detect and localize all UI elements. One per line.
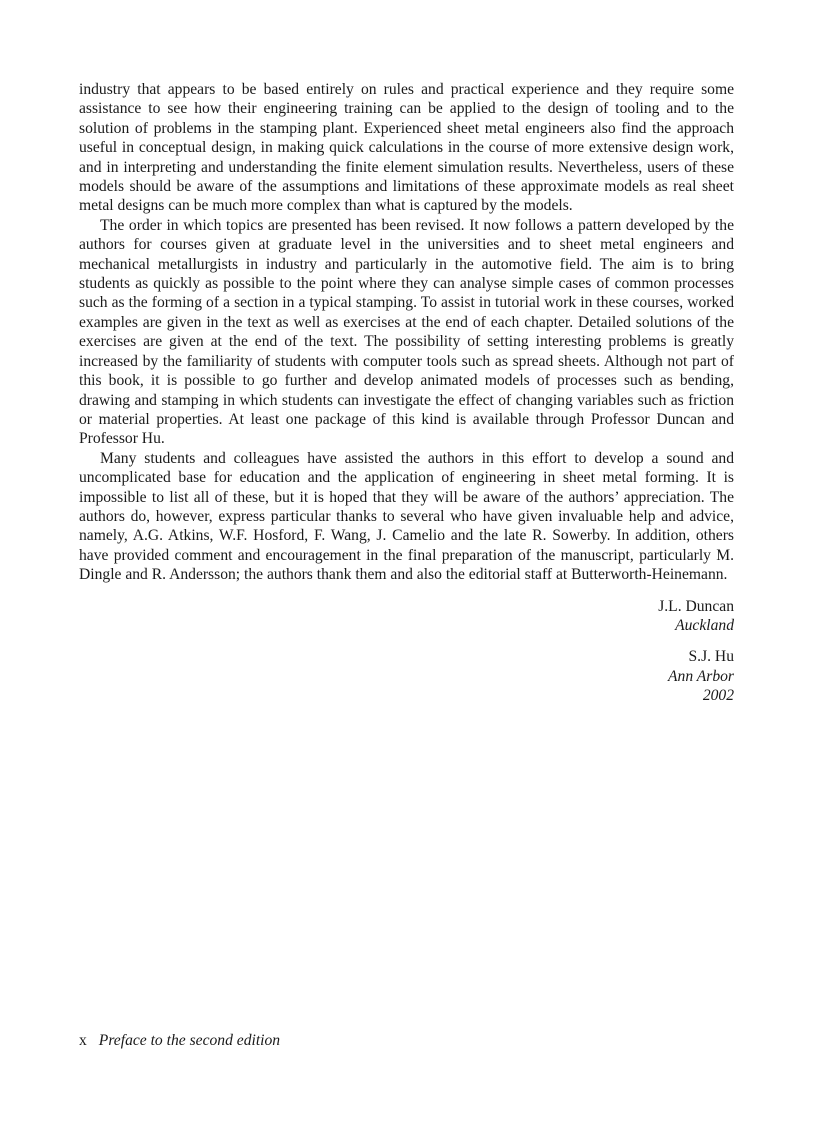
page-body (79, 80, 734, 706)
paragraph-continued: industry that appears to be based entirely on rules and practical experience and they require some assistance to see how their engineering training can be applied to the design of tooling and to the solution of problems in the stamping plant. Experienced sheet metal engineers also find the approach useful in conceptual design, in making quick calculations in the course of more extensive design work, and in interpreting and understanding the finite element simulation results. Nevertheless, users of these models should be aware of the assumptions and limitations of these approximate models as real sheet metal designs can be much more complex than what is captured by the models. (79, 81, 734, 215)
signature-year: 2002 (702, 687, 734, 705)
paragraph-acknowledgements: Many students and colleagues have assisted the authors in this effort to develop a sound and uncomplicated base for education and the application of engineering in sheet metal forming. It is impossible to list all of these, but it is hoped that they will be aware of the authors’ appreciation. The authors do, however, express particular thanks to several who have given invaluable help and advice, namely, A.G. Atkins, W.F. Hosford, F. Wang, J. Camelio and the late R. Sowerby. In addition, others have provided comment and encouragement in the final preparation of the manuscript, particularly M. Dingle and R. Andersson; the authors thank them and also the editorial staff at Butterworth-Heinemann. (79, 449, 734, 584)
signature-hu (79, 647, 734, 705)
page-number: x (79, 1032, 87, 1049)
signature-name: S.J. Hu (688, 648, 734, 666)
running-title: Preface to the second edition (98, 1032, 281, 1049)
signature-place: Auckland (675, 616, 734, 634)
signature-name: J.L. Duncan (658, 597, 734, 615)
paragraph-topic-order: The order in which topics are presented has been revised. It now follows a pattern developed by the authors for courses given at graduate level in the universities and to sheet metal engineers and mechanical metallurgists in industry and particularly in the automotive field. The aim is to bring students as quickly as possible to the point where they can analyse simple cases of common processes such as the forming of a section in a typical stamping. To assist in tutorial work in these courses, worked examples are given in the text as well as exercises at the end of each chapter. Detailed solutions of the exercises are given at the end of the text. The possibility of setting interesting problems is greatly increased by the familiarity of students with computer tools such as spread sheets. Although not part of this book, it is possible to go further and develop animated models of processes such as bending, drawing and stamping in which students can investigate the effect of changing variables such as friction or material properties. At least one package of this kind is available through Professor Duncan and Professor Hu. (79, 216, 734, 448)
signature-place: Ann Arbor (668, 667, 734, 685)
signature-duncan (79, 597, 734, 636)
page-footer (79, 1031, 280, 1050)
